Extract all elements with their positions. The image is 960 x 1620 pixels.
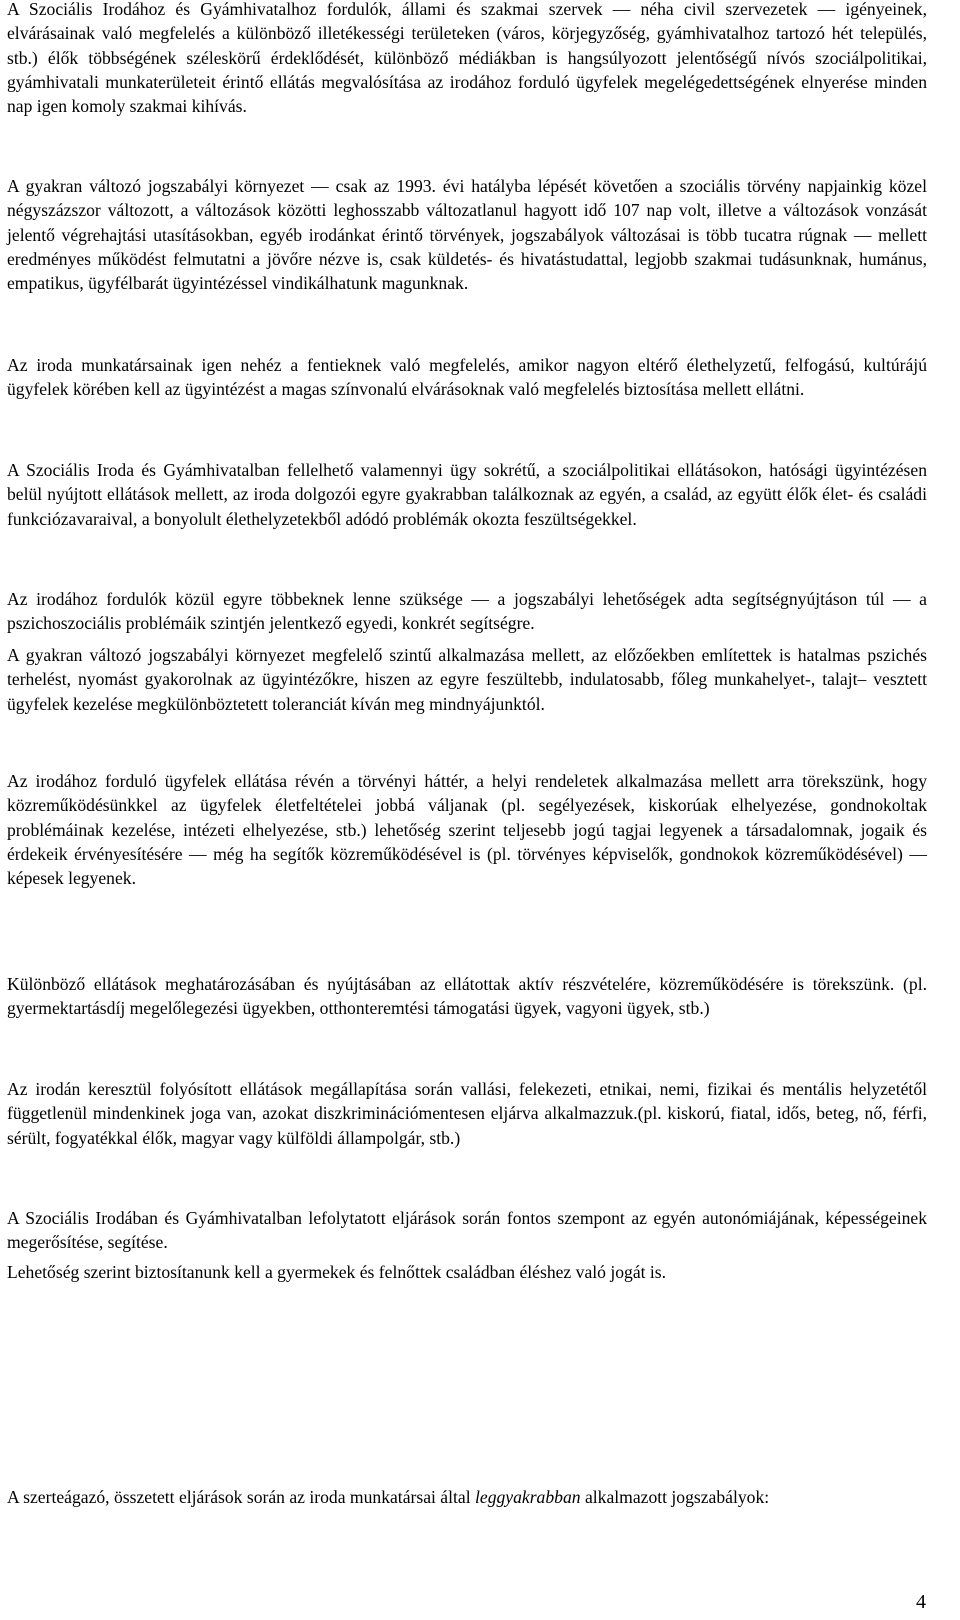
paragraph-12-text-before: A szerteágazó, összetett eljárások során az iroda munkatársai által <box>7 1487 475 1507</box>
paragraph-11: Lehetőség szerint biztosítanunk kell a gyermekek és felnőttek családban éléshez való jogát is. <box>7 1262 667 1282</box>
paragraph-3: Az iroda munkatársainak igen nehéz a fentieknek való megfelelés, amikor nagyon eltérő élethelyzetű, felfogású, kultúrájú ügyfelek körében kell az ügyintézést a magas színvonalú elvárásoknak való megfelelés biztosítása mellett ellátni. <box>7 355 927 400</box>
paragraph-12-emphasis: leggyakrabban <box>475 1487 581 1507</box>
page-number: 4 <box>916 1591 926 1613</box>
paragraph-12 <box>7 1485 769 1509</box>
paragraph-8: Különböző ellátások meghatározásában és nyújtásában az ellátottak aktív részvételére, közreműködésére is törekszünk. (pl. gyermektartásdíj megelőlegezési ügyekben, otthonteremtési támogatási ügyek, vagyoni ügyek, stb.) <box>7 974 927 1019</box>
paragraph-4: A Szociális Iroda és Gyámhivatalban fellelhető valamennyi ügy sokrétű, a szociálpolitikai ellátásokon, hatósági ügyintézésen belül nyújtott ellátások mellett, az iroda dolgozói egyre gyakrabban találkoznak az egyén, a család, az együtt élők élet- és családi funkciózavaraival, a bonyolult élethelyzetekből adódó problémák okozta feszültségekkel. <box>7 460 927 529</box>
paragraph-7: Az irodához forduló ügyfelek ellátása révén a törvényi háttér, a helyi rendeletek alkalmazása mellett arra törekszünk, hogy közreműködésünkkel az ügyfelek életfeltételei jobbá váljanak (pl. segélyezések, kiskorúak elhelyezése, gondnokoltak problémáinak kezelése, intézeti elhelyezése, stb.) lehetőség szerint teljesebb jogú tagjai legyenek a társadalomnak, jogaik és érdekeik érvényesítésére — még ha segítők közreműködésével is (pl. törvényes képviselők, gondnokok közreműködésével) — képesek legyenek. <box>7 771 927 889</box>
paragraph-12-text-after: alkalmazott jogszabályok: <box>580 1487 770 1507</box>
paragraph-5: Az irodához fordulók közül egyre többeknek lenne szüksége — a jogszabályi lehetőségek adta segítségnyújtáson túl — a pszichoszociális problémáik szintjén jelentkező egyedi, konkrét segítségre. <box>7 589 927 634</box>
paragraph-10: A Szociális Irodában és Gyámhivatalban lefolytatott eljárások során fontos szempont az egyén autonómiájának, képességeinek megerősítése, segítése. <box>7 1208 927 1253</box>
paragraph-9: Az irodán keresztül folyósított ellátások megállapítása során vallási, felekezeti, etnikai, nemi, fizikai és mentális helyzetétől függetlenül mindenkinek joga van, azokat diszkriminációmentesen eljárva alkalmazzuk.(pl. kiskorú, fiatal, idős, beteg, nő, férfi, sérült, fogyatékkal élők, magyar vagy külföldi állampolgár, stb.) <box>7 1079 927 1148</box>
paragraph-6: A gyakran változó jogszabályi környezet megfelelő szintű alkalmazása mellett, az előzőekben említettek is hatalmas pszichés terhelést, nyomást gyakorolnak az ügyintézőkre, hiszen az egyre feszültebb, indulatosabb, főleg munkahelyet-, talajt– vesztett ügyfelek kezelése megkülönböztetett toleranciát kíván meg mindnyájunktól. <box>7 645 927 714</box>
paragraph-1: A Szociális Irodához és Gyámhivatalhoz fordulók, állami és szakmai szervek — néha civil szervezetek — igényeinek, elvárásainak való megfelelés a különböző illetékességi területeken (város, körjegyzőség, gyámhivatalhoz tartozó hét település, stb.) élők többségének széleskörű érdeklődését, különböző médiákban is hangsúlyozott jelentőségű nívós szociálpolitikai, gyámhivatali munkaterületeit érintő ellátás megvalósítása az irodához forduló ügyfelek megelégedettségének elnyerése minden nap igen komoly szakmai kihívás. <box>7 0 927 117</box>
paragraph-2: A gyakran változó jogszabályi környezet — csak az 1993. évi hatályba lépését követően a szociális törvény napjainkig közel négyszázszor változott, a változások közötti leghosszabb változatlanul hagyott idő 107 nap volt, illetve a változások vonzását jelentő végrehajtási utasításokban, egyéb irodánkat érintő törvények, jogszabályok változásai is több tucatra rúgnak — mellett eredményes működést felmutatni a jövőre nézve is, csak küldetés- és hivatástudattal, legjobb szakmai tudásunknak, humánus, empatikus, ügyfélbarát ügyintézéssel vindikálhatunk magunknak. <box>7 176 927 294</box>
